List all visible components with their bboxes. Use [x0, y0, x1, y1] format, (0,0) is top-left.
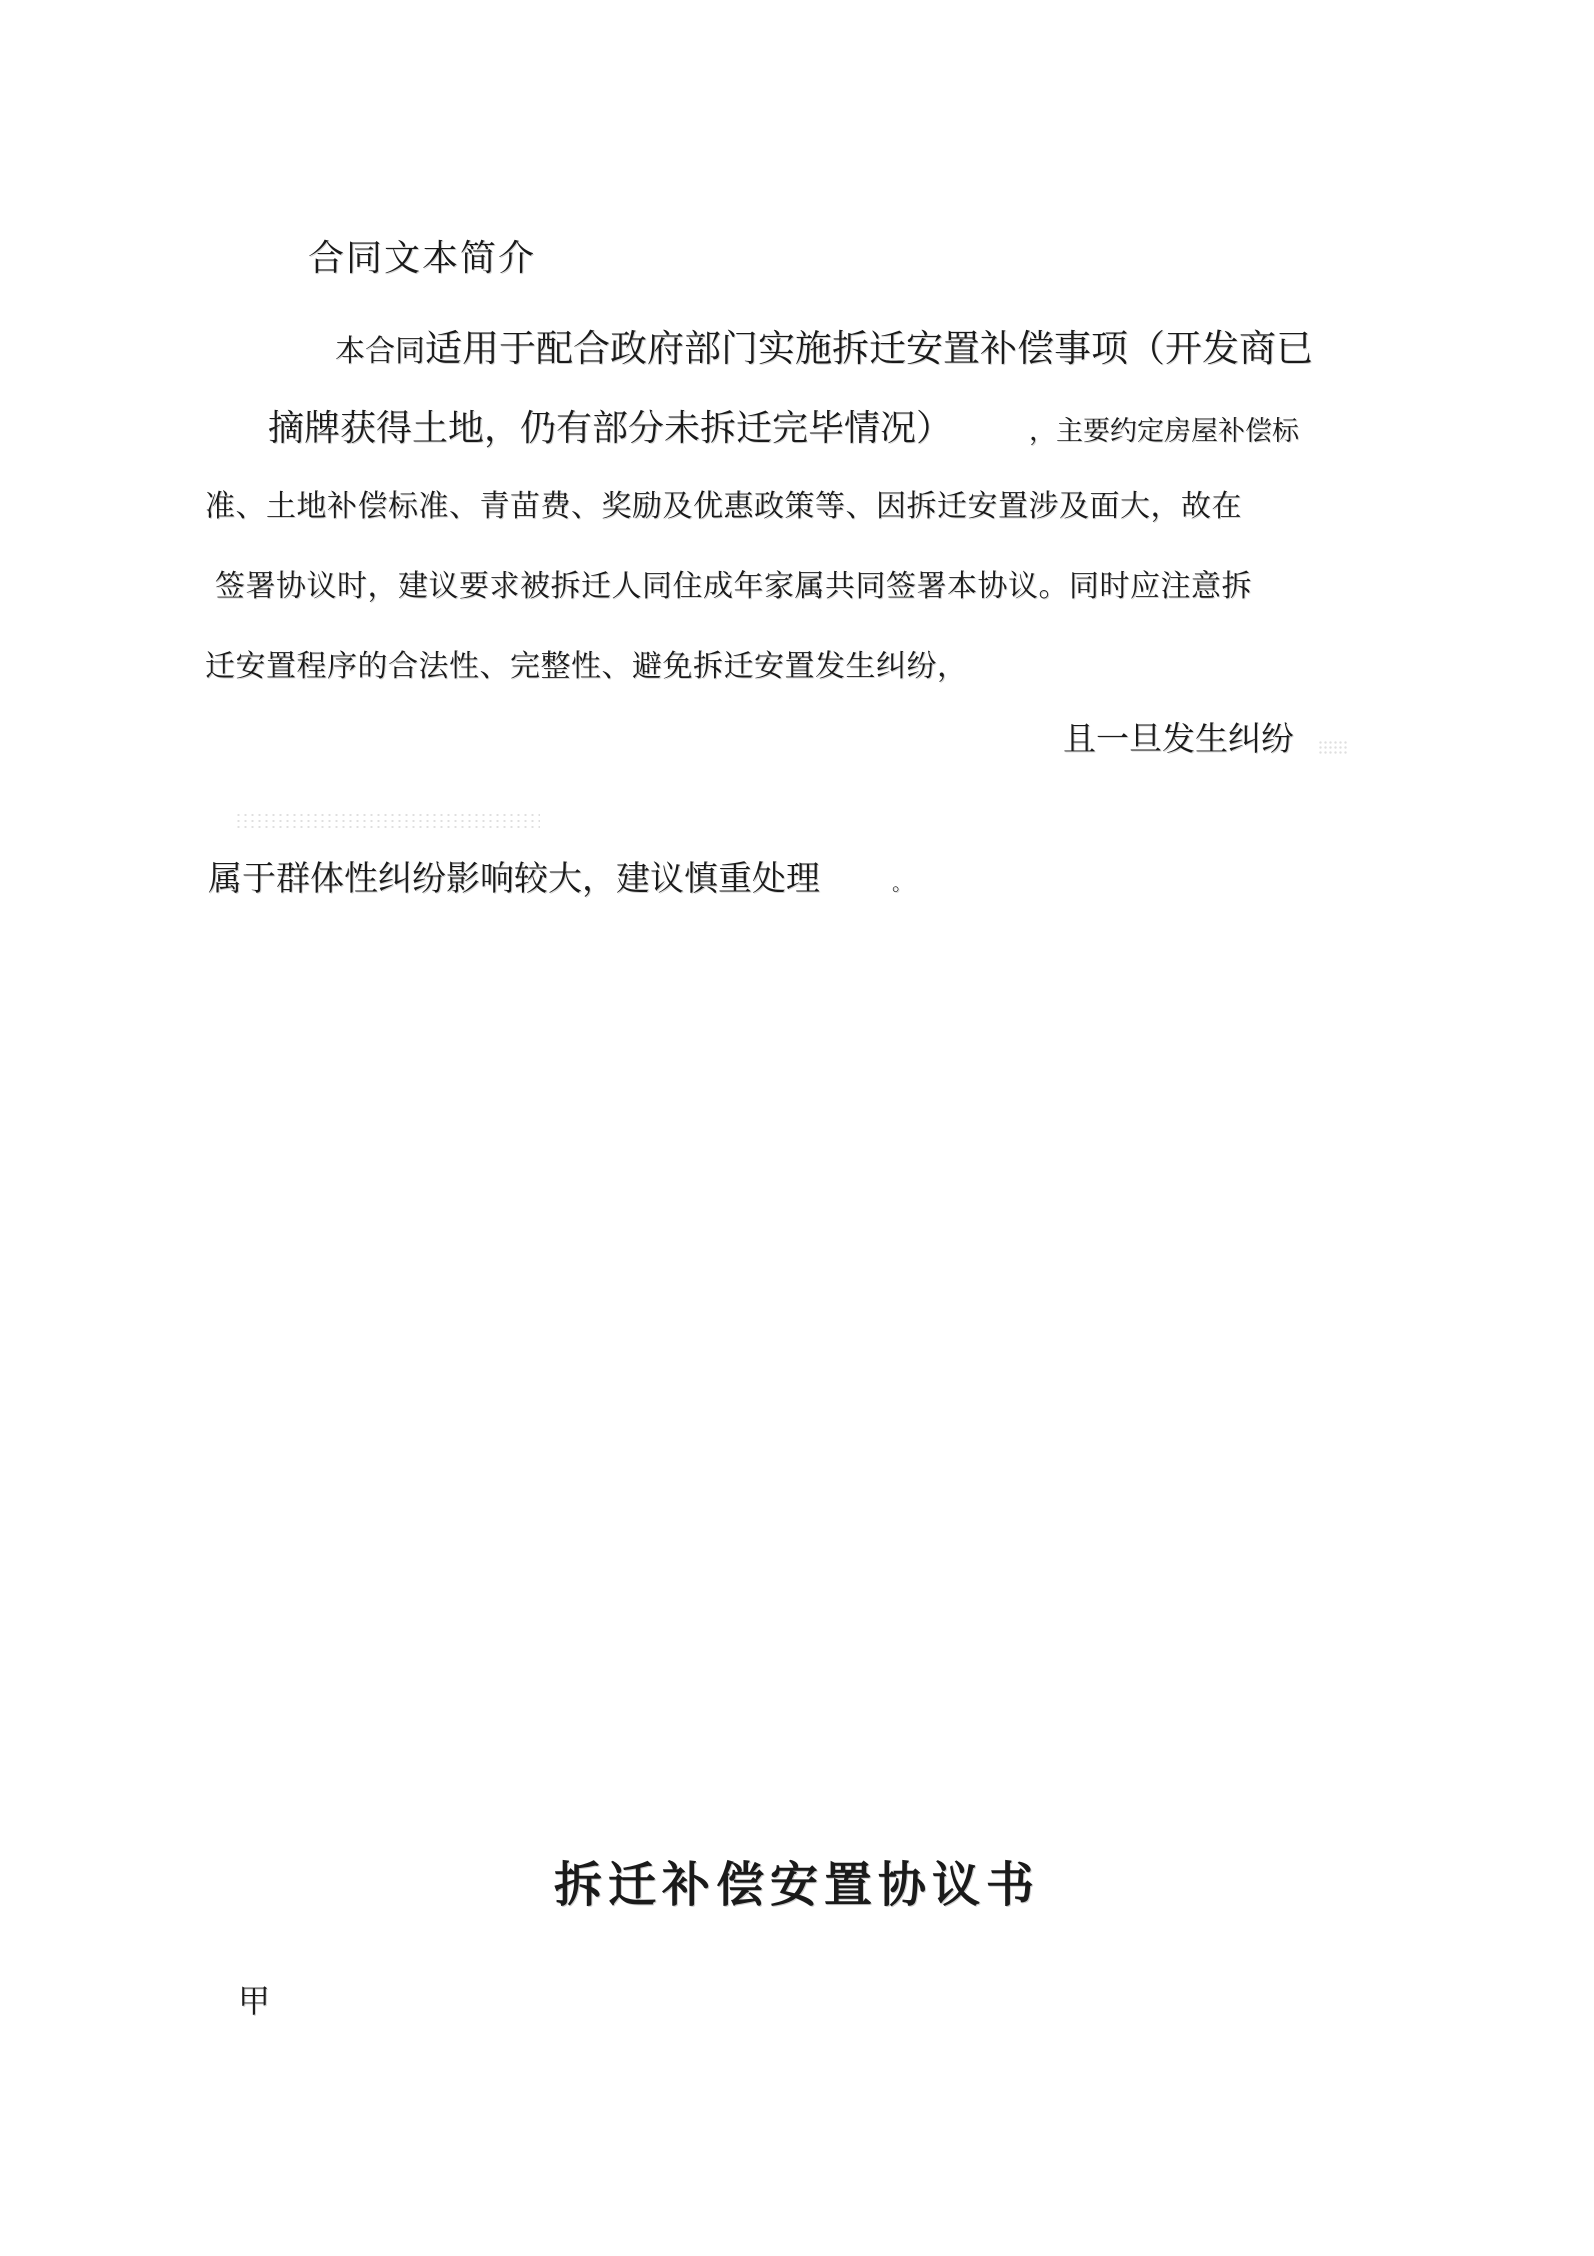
- agreement-title: 拆迁补偿安置协议书: [553, 1859, 1040, 1912]
- intro-line2-main: 摘牌获得土地，仍有部分未拆迁完毕情况）: [268, 407, 935, 448]
- intro-line2-tail: ，主要约定房屋补偿标: [1029, 416, 1300, 446]
- party-a-label: 甲: [238, 1983, 271, 2019]
- dispute-emphasis-text: 且一旦发生纠纷: [1063, 720, 1294, 757]
- intro-paragraph-line-1: [335, 330, 1313, 367]
- faint-print-artifact: [1318, 740, 1348, 756]
- intro-paragraph-line-4: 签署协议时，建议要求被拆迁人同住成年家属共同签署本协议。同时应注意拆: [215, 570, 1252, 603]
- conclusion-period: 。: [892, 873, 912, 895]
- conclusion-line: [208, 862, 912, 896]
- faint-watermark-artifact: [235, 812, 540, 832]
- intro-paragraph-line-5: 迁安置程序的合法性、完整性、避免拆迁安置发生纠纷，: [205, 650, 968, 683]
- intro-line1-main: 适用于配合政府部门实施拆迁安置补偿事项（开发商已: [425, 328, 1313, 369]
- intro-heading: 合同文本简介: [308, 237, 537, 278]
- intro-paragraph-line-3: 准、土地补偿标准、青苗费、奖励及优惠政策等、因拆迁安置涉及面大，故在: [205, 490, 1242, 523]
- intro-line1-prefix: 本合同: [335, 335, 425, 368]
- intro-paragraph-line-2: [268, 407, 1300, 448]
- conclusion-text: 属于群体性纠纷影响较大，建议慎重处理: [208, 860, 820, 898]
